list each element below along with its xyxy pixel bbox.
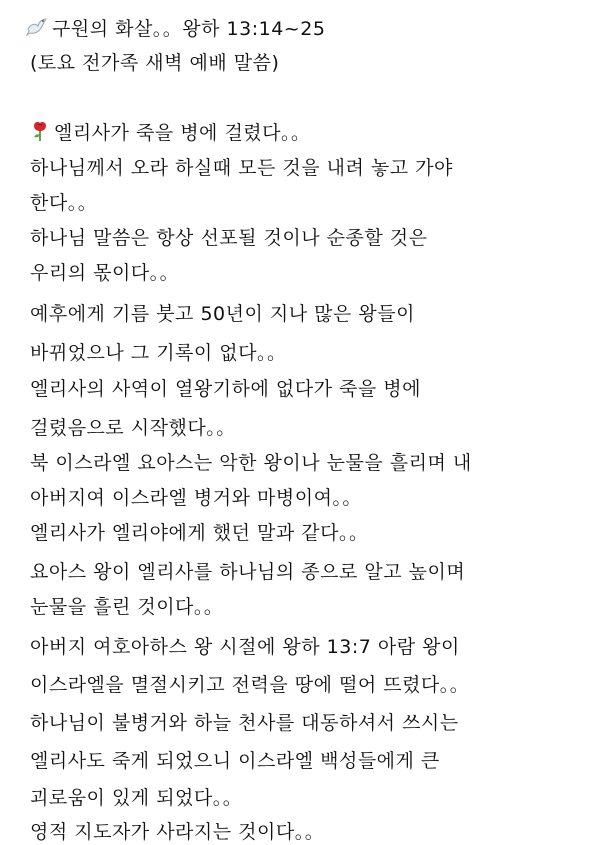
text-line: 걸렸음으로 시작했다。。 (30, 417, 236, 439)
text-line: 이스라엘을 멸절시키고 전력을 땅에 떨어 뜨렸다。。 (30, 674, 470, 696)
text-line: 엘리사가 죽을 병에 걸렸다。。 (54, 122, 311, 144)
page-title: 구원의 화살。。왕하 13:14~25 (52, 18, 326, 40)
text-line: 예후에게 기름 붓고 50년이 지나 많은 왕들이 (30, 303, 415, 325)
text-line: 영적 지도자가 사라지는 것이다。。 (30, 821, 325, 843)
text-line: 엘리사의 사역이 열왕기하에 없다가 죽을 병에 (30, 378, 421, 400)
title-line (26, 14, 325, 42)
dove-icon (26, 17, 48, 42)
text-line: 눈물을 흘린 것이다。。 (30, 596, 224, 618)
text-line: 요아스 왕이 엘리사를 하나님의 종으로 알고 높이며 (30, 561, 466, 583)
text-line: 하나님이 불병거와 하늘 천사를 대동하셔서 쓰시는 (30, 712, 459, 734)
text-line: 북 이스라엘 요아스는 악한 왕이나 눈물을 흘리며 내 (30, 452, 472, 474)
rose-icon (30, 120, 50, 147)
text-line: 한다。。 (30, 192, 98, 214)
text-line: 아버지여 이스라엘 병거와 마병이여。。 (30, 487, 362, 509)
text-line: 우리의 몫이다。。 (30, 262, 180, 284)
text-line: 하나님께서 오라 하실때 모든 것을 내려 놓고 가야 (30, 157, 453, 179)
section-first-line (30, 118, 311, 147)
text-line: 엘리사가 엘리야에게 했던 말과 같다。。 (30, 522, 369, 544)
text-line: 하나님 말씀은 항상 선포될 것이나 순종할 것은 (30, 227, 428, 249)
text-line: 괴로움이 있게 되었다。。 (30, 787, 243, 809)
text-line: 아버지 여호아하스 왕 시절에 왕하 13:7 아람 왕이 (30, 636, 460, 658)
text-line: 바뀌었으나 그 기록이 없다。。 (30, 342, 287, 364)
page-subtitle: (토요 전가족 새벽 예배 말씀) (30, 52, 280, 74)
text-line: 엘리사도 죽게 되었으니 이스라엘 백성들에게 큰 (30, 750, 440, 772)
